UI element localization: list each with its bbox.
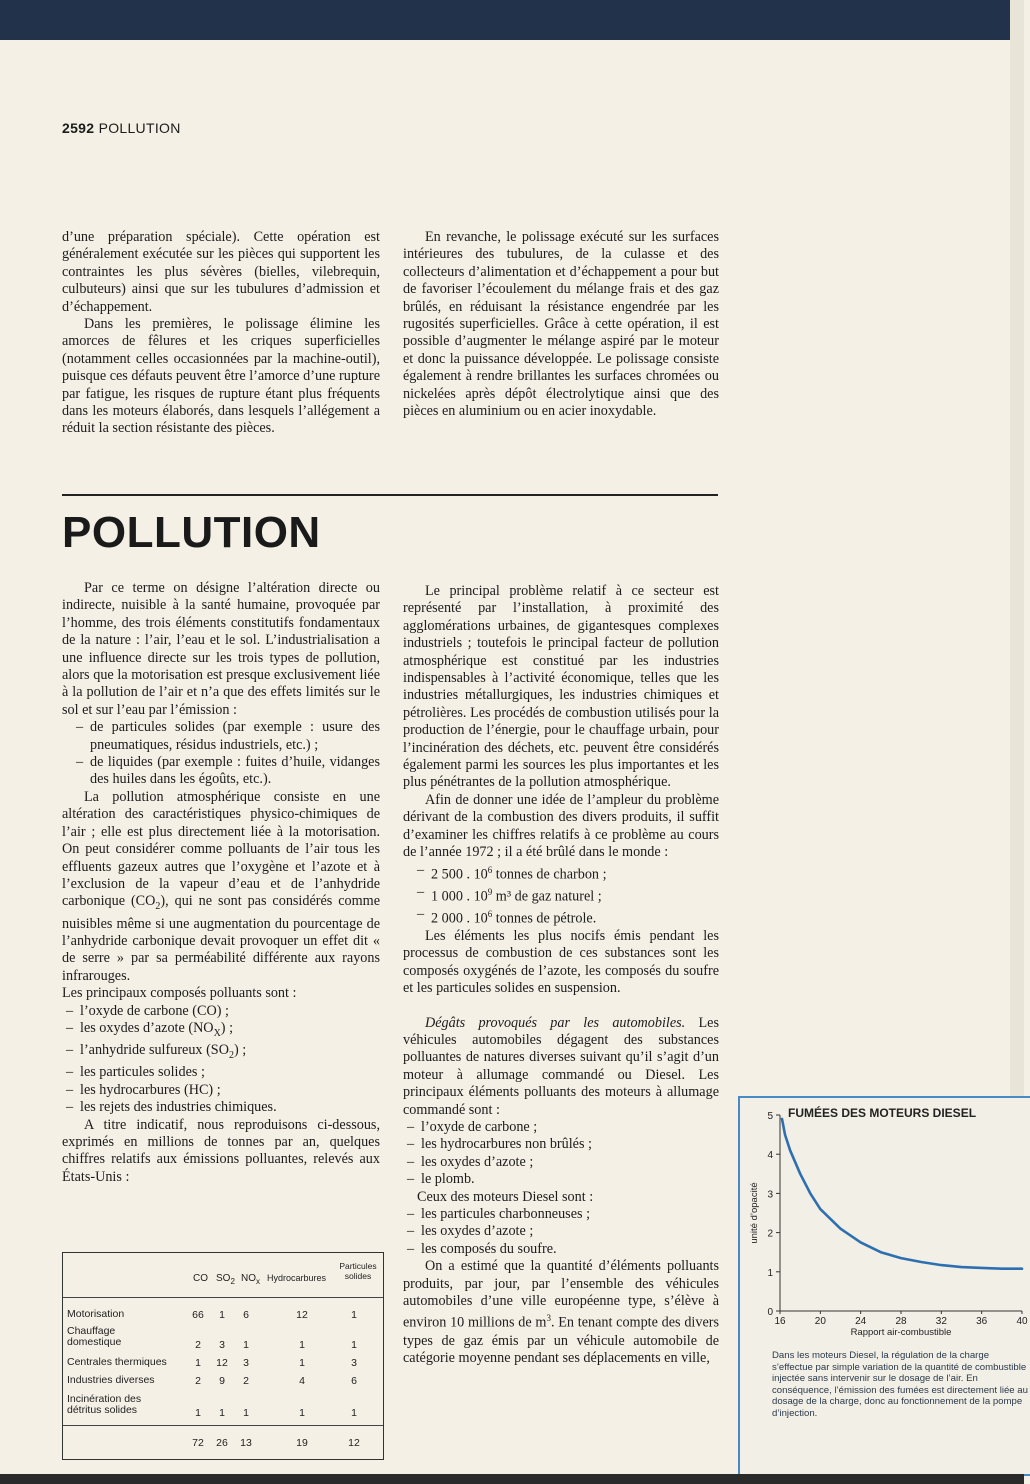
col-header-so2: $SO_2$ — [216, 1273, 235, 1286]
x-tick-label: 16 — [774, 1316, 786, 1327]
list-item: – les rejets des industries chimiques. — [62, 1099, 380, 1116]
pollutant-list — [62, 1003, 380, 1117]
paragraph: Le principal problème relatif à ce secteur est représenté par l’installation, à proximité des agglomérations urbaines, de gigantesques complexes industriels ; toutefois le principal facteur de pollution atmosphérique est constitué par les industries indispensables à l’activité économique, telles que les industries métallurgiques, les industries chimiques et pétrolières. Les procédés de combustion utilisés pour la production de l’énergie, pour le chauffage urbain, pour l’incinération des déchets, etc. peuvent être considérés également parmi les sources les plus importantes et les plus pénétrantes de la pollution atmosphérique. — [403, 583, 719, 791]
article-title: POLLUTION — [62, 508, 321, 557]
y-tick-label: 1 — [767, 1267, 773, 1279]
list-item: – les oxydes d’azote ; — [403, 1154, 719, 1171]
paragraph: Par ce terme on désigne l’altération directe ou indirecte, nuisible à la santé humaine, provoquée par l’homme, des trois éléments constitutifs fondamentaux de la nature : l’air, l’eau et le sol. L’industrialisation a une influence directe sur les trois types de pollution, alors que la motorisation est presque exclusivement liée à la pollution de l’air et n’a que des effets limités sur le sol et sur l’eau par l’émission : — [62, 580, 380, 718]
table-cell: 6 — [243, 1309, 249, 1321]
table-cell: 3 — [243, 1357, 249, 1369]
paragraph: Afin de donner une idée de l’ampleur du problème dérivant de la combustion des divers produits, il suffit d’examiner les chiffres relatifs à ce problème au cours de l’année 1972 ; il a été brûlé dans le monde : — [403, 791, 719, 861]
table-cell: 72 — [192, 1437, 204, 1449]
paragraph: Dégâts provoqués par les automobiles. Les véhicules automobiles dégagent des substances polluantes de natures diverses suivant qu’il s’agit d’un moteur à allumage commandé ou Diesel. Les principaux éléments polluants des moteurs à allumage commandé sont : — [403, 1014, 719, 1118]
petrol-pollutant-list — [403, 1119, 719, 1189]
list-item: – 2 500 . $10^6$ tonnes de charbon ; — [403, 862, 719, 884]
y-tick-label: 3 — [767, 1189, 773, 1201]
table-cell: 3 — [219, 1339, 225, 1351]
row-label: Motorisation — [67, 1308, 125, 1320]
x-tick-label: 24 — [855, 1316, 867, 1327]
table-cell: 19 — [296, 1437, 308, 1449]
table-cell: 2 — [195, 1339, 201, 1351]
list-item: – les hydrocarbures non brûlés ; — [403, 1136, 719, 1153]
col-header-particules: Particules solides — [339, 1261, 377, 1281]
bottom-edge — [0, 1474, 1024, 1484]
paragraph: d’une préparation spéciale). Cette opération est généralement exécutée sur les pièces qui supportent les contraintes les plus sévères (bielles, vilebrequin, culbuteurs) ainsi que sur les tubulures d’admission et d’échappement. — [62, 229, 380, 315]
top-binding-band — [0, 0, 1024, 40]
chart-plot — [740, 1098, 1030, 1348]
list-item: – les oxydes d’azote ; — [403, 1223, 719, 1240]
diesel-smoke-chart — [738, 1096, 1030, 1476]
page-number: 2592 — [62, 120, 95, 136]
y-tick-label: 5 — [767, 1111, 773, 1122]
table-cell: 1 — [351, 1309, 357, 1321]
list-item: – l’oxyde de carbone (CO) ; — [62, 1003, 380, 1020]
table-cell: 12 — [348, 1437, 360, 1449]
table-rule — [63, 1297, 383, 1298]
series-line — [782, 1119, 1022, 1269]
chart-title: FUMÉES DES MOTEURS DIESEL — [788, 1106, 977, 1120]
table-cell: 1 — [195, 1357, 201, 1369]
article-right-column — [403, 583, 719, 1367]
table-rule — [63, 1425, 383, 1426]
y-tick-label: 0 — [767, 1307, 773, 1318]
table-cell: 13 — [240, 1437, 252, 1449]
paragraph: Ceux des moteurs Diesel sont : — [417, 1188, 594, 1205]
y-axis-label: unité d’opacité — [749, 1182, 760, 1244]
list-item: – de liquides (par exemple : fuites d’huile, vidanges des huiles dans les égoûts, etc.). — [62, 754, 380, 789]
section-divider — [62, 494, 718, 496]
table-cell: 26 — [216, 1437, 228, 1449]
article-left-column — [62, 580, 380, 1186]
paragraph: Les éléments les plus nocifs émis pendant les processus de combustion de ces substances sont les composés oxygénés de l’azote, les composés du soufre et les particules solides en suspension. — [403, 927, 719, 997]
paragraph: Dans les premières, le polissage élimine les amorces de fêlures et les criques superficielles (notamment celles occasionnées par la machine-outil), puisque ces défauts peuvent être l’amorce d’une rupture par fatigue, les risques de rupture étant plus fréquents dans les moteurs élaborés, dans lesquels l’allégement a réduit la section résistante des pièces. — [62, 316, 380, 437]
col-header-co: CO — [193, 1273, 208, 1284]
row-label: Centrales thermiques — [67, 1356, 167, 1368]
list-item: – les hydrocarbures (HC) ; — [62, 1082, 380, 1099]
table-cell: 1 — [219, 1309, 225, 1321]
y-tick-label: 4 — [767, 1150, 773, 1162]
table-cell: 1 — [351, 1339, 357, 1351]
table-cell: 1 — [351, 1407, 357, 1419]
x-tick-label: 32 — [935, 1316, 947, 1327]
row-label: Chauffage domestique — [67, 1325, 122, 1348]
x-tick-label: 28 — [895, 1316, 907, 1327]
paragraph: A titre indicatif, nous reproduisons ci-dessous, exprimés en millions de tonnes par an, quelques chiffres relatifs aux émissions polluantes, relevés aux États-Unis : — [62, 1116, 380, 1185]
table-cell: 1 — [299, 1357, 305, 1369]
list-item: – de particules solides (par exemple : usure des pneumatiques, résidus industriels, etc.) ; — [62, 719, 380, 754]
list-item: – les particules charbonneuses ; — [403, 1206, 719, 1223]
fuel-list — [403, 862, 719, 928]
table-cell: 12 — [296, 1309, 308, 1321]
running-header — [62, 120, 181, 136]
emission-list — [62, 719, 380, 789]
section-name: POLLUTION — [98, 120, 181, 136]
list-item: – l’anhydride sulfureux $(SO_2)$ ; — [62, 1042, 380, 1064]
table-cell: 1 — [299, 1339, 305, 1351]
paragraph: On a estimé que la quantité d’éléments polluants produits, par jour, par l’ensemble des véhicules automobiles d’une ville européenne type, s’élève à environ 10 millions de $m^3$. En tenant compte des divers types de gaz émis par un véhicule automobile de catégorie moyenne pendant ses déplacements en ville, — [403, 1258, 719, 1366]
x-tick-label: 36 — [976, 1316, 988, 1327]
col-header-nox: $NO_x$ — [241, 1273, 260, 1286]
chart-caption: Dans les moteurs Diesel, la régulation de la charge s’effectue par simple variation de la quantité de combustible injectée sans intervenir sur le dosage de l’air. En conséquence, l’émission des fumées est directement liée au dosage de la charge, donc au fonctionnement de la pompe d’injection. — [772, 1350, 1028, 1419]
row-label: Incinération des détritus solides — [67, 1393, 142, 1416]
table-cell: 1 — [243, 1339, 249, 1351]
table-cell: 12 — [216, 1357, 228, 1369]
list-item: – les oxydes d’azote $(NO_X)$ ; — [62, 1020, 380, 1042]
table-cell: 6 — [351, 1375, 357, 1387]
x-axis-label: Rapport air-combustible — [850, 1327, 952, 1338]
paragraph: En revanche, le polissage exécuté sur les surfaces intérieures des tubulures, de la culasse et des collecteurs d’alimentation et d’échappement a pour but de favoriser l’écoulement du mélange frais et des gaz brûlés, en réduisant la résistance engendrée par les rugosités superficielles. Grâce à cette opération, il est possible d’augmenter le mélange aspiré par le moteur et donc la puissance développée. Le polissage consiste également à rendre brillantes les surfaces chromées ou nickelées après dépôt électrolytique ainsi que des pièces en aluminium ou en acier inoxydable. — [403, 229, 719, 420]
y-tick-label: 2 — [767, 1228, 773, 1240]
table-cell: 4 — [299, 1375, 305, 1387]
table-cell: 2 — [195, 1375, 201, 1387]
col-header-hydrocarbures: Hydrocarbures — [267, 1273, 327, 1283]
diesel-pollutant-list — [403, 1206, 719, 1258]
list-item: – les composés du soufre. — [403, 1241, 719, 1258]
list-item: – les particules solides ; — [62, 1064, 380, 1081]
paragraph: La pollution atmosphérique consiste en une altération des caractéristiques physico-chimiques de l’air ; elle est plus directement liée à la motorisation. On peut considérer comme polluants de l’air tous les effluents gazeux autres que l’oxygène et l’azote et à l’exclusion de la vapeur d’eau et de l’anhydride carbonique $(CO_2)$, qui ne sont pas considérés comme nuisibles même si une augmentation du pourcentage de l’anhydride carbonique devait provoquer un effet dit « de serre » par sa perméabilité différente aux rayons infrarouges. — [62, 788, 380, 984]
list-item: – le plomb. — [403, 1171, 719, 1188]
x-tick-label: 40 — [1016, 1316, 1028, 1327]
x-tick-label: 20 — [814, 1316, 826, 1327]
emissions-table — [62, 1252, 384, 1460]
table-cell: 2 — [243, 1375, 249, 1387]
row-label: Industries diverses — [67, 1374, 155, 1386]
top-right-column — [403, 229, 719, 420]
table-cell: 1 — [243, 1407, 249, 1419]
table-cell: 1 — [219, 1407, 225, 1419]
table-cell: 66 — [192, 1309, 204, 1321]
list-item: – 1 000 . $10^9$ m³ de gaz naturel ; — [403, 884, 719, 906]
paragraph: Les principaux composés polluants sont : — [62, 985, 297, 1002]
list-item: – 2 000 . $10^6$ tonnes de pétrole. — [403, 906, 719, 928]
table-cell: 3 — [351, 1357, 357, 1369]
top-left-column — [62, 229, 380, 438]
table-cell: 1 — [299, 1407, 305, 1419]
table-cell: 9 — [219, 1375, 225, 1387]
table-cell: 1 — [195, 1407, 201, 1419]
list-item: – l’oxyde de carbone ; — [403, 1119, 719, 1136]
